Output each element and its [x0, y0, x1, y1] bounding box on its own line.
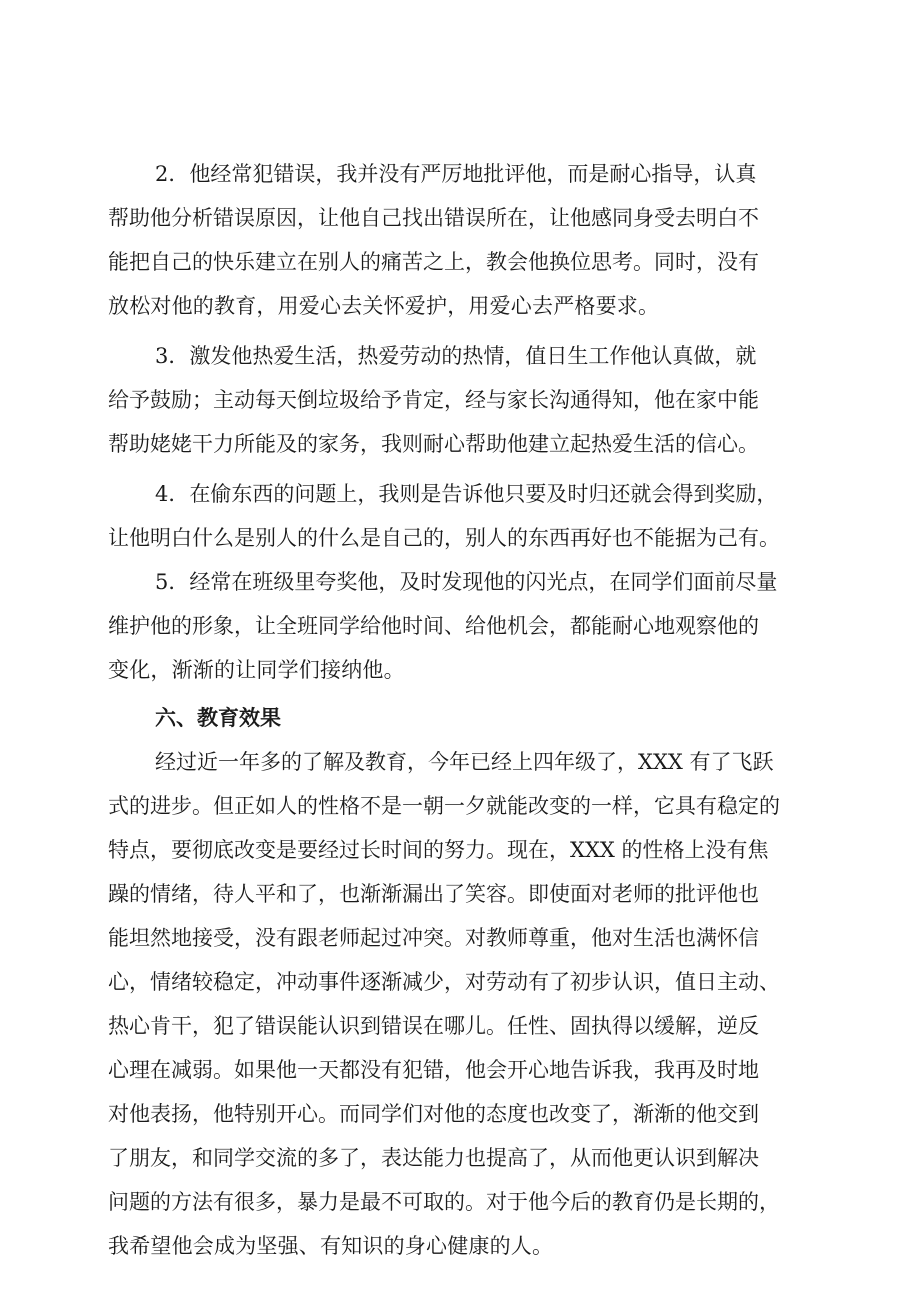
section6-line-3: 特点，要彻底改变是要经过长时间的努力。现在，XXX 的性格上没有焦 [108, 838, 769, 862]
section6-line-2: 式的进步。但正如人的性格不是一朝一夕就能改变的一样，它具有稳定的 [108, 794, 780, 818]
item5-line-1: 5．经常在班级里夸奖他，及时发现他的闪光点，在同学们面前尽量 [155, 570, 778, 594]
item3-line-1: 3．激发他热爱生活，热爱劳动的热情，值日生工作他认真做，就 [155, 344, 757, 368]
section6-line-8: 心理在减弱。如果他一天都没有犯错，他会开心地告诉我，我再及时地 [108, 1058, 759, 1082]
section6-line-1: 经过近一年多的了解及教育，今年已经上四年级了，XXX 有了飞跃 [155, 750, 774, 774]
item2-line-2: 帮助他分析错误原因，让他自己找出错误所在，让他感同身受去明白不 [108, 206, 759, 230]
item4-line-1: 4．在偷东西的问题上，我则是告诉他只要及时归还就会得到奖励， [155, 482, 778, 506]
section6-line-9: 对他表扬，他特别开心。而同学们对他的态度也改变了，渐渐的他交到 [108, 1102, 759, 1126]
item5-line-3: 变化，渐渐的让同学们接纳他。 [108, 658, 405, 682]
section6-line-12: 我希望他会成为坚强、有知识的身心健康的人。 [108, 1234, 554, 1258]
section6-line-7: 热心肯干，犯了错误能认识到错误在哪儿。任性、固执得以缓解，逆反 [108, 1014, 759, 1038]
item3-line-3: 帮助姥姥干力所能及的家务，我则耐心帮助他建立起热爱生活的信心。 [108, 432, 759, 456]
item2-line-1: 2．他经常犯错误，我并没有严厉地批评他，而是耐心指导，认真 [155, 162, 757, 186]
section-heading: 六、教育效果 [155, 706, 281, 730]
section6-line-11: 问题的方法有很多，暴力是最不可取的。对于他今后的教育仍是长期的， [108, 1190, 780, 1214]
item4-line-2: 让他明白什么是别人的什么是自己的，别人的东西再好也不能据为己有。 [108, 526, 780, 550]
item3-line-2: 给予鼓励；主动每天倒垃圾给予肯定，经与家长沟通得知，他在家中能 [108, 388, 759, 412]
item2-line-3: 能把自己的快乐建立在别人的痛苦之上，教会他换位思考。同时，没有 [108, 250, 759, 274]
item2-line-4: 放松对他的教育，用爱心去关怀爱护，用爱心去严格要求。 [108, 294, 660, 318]
section6-line-10: 了朋友，和同学交流的多了，表达能力也提高了，从而他更认识到解决 [108, 1146, 759, 1170]
section6-line-4: 躁的情绪，待人平和了，也渐渐漏出了笑容。即使面对老师的批评他也 [108, 882, 759, 906]
item5-line-2: 维护他的形象，让全班同学给他时间、给他机会，都能耐心地观察他的 [108, 614, 759, 638]
section6-line-5: 能坦然地接受，没有跟老师起过冲突。对教师尊重，他对生活也满怀信 [108, 926, 759, 950]
section6-line-6: 心，情绪较稳定，冲动事件逐渐减少，对劳动有了初步认识，值日主动、 [108, 970, 780, 994]
